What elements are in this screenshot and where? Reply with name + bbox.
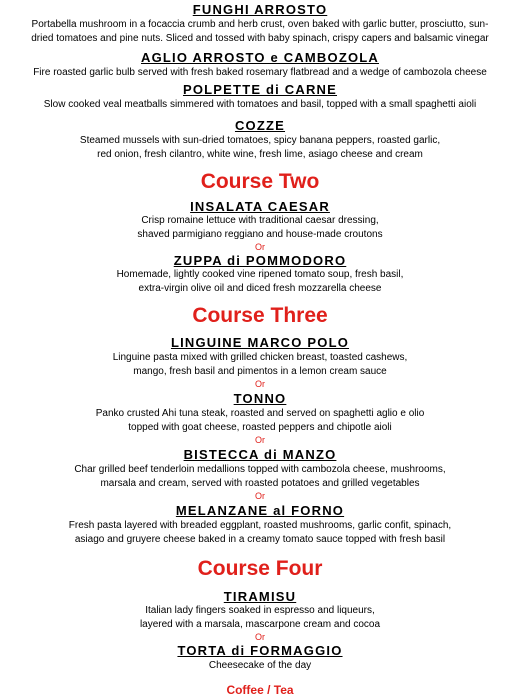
dish-title-zuppa: ZUPPA di POMMODORO	[173, 253, 347, 268]
dish-title-bistecca: BISTECCA di MANZO	[183, 447, 337, 462]
dish-description: Linguine pasta mixed with grilled chicken breast, toasted cashews,	[112, 352, 408, 363]
dish-title-tonno: TONNO	[233, 391, 287, 406]
dish-description: Slow cooked veal meatballs simmered with tomatoes and basil, topped with a small spaghetti aioli	[43, 99, 477, 110]
course-heading-two: Course Two	[200, 170, 320, 193]
dish-title-cozze: COZZE	[234, 118, 286, 133]
dish-title-melanzane: MELANZANE al FORNO	[175, 503, 345, 518]
or-separator: Or	[255, 491, 265, 501]
dish-description: layered with a marsala, mascarpone cream and cocoa	[139, 619, 381, 630]
or-separator: Or	[255, 435, 265, 445]
dish-title-funghi-arrosto: FUNGHI ARROSTO	[192, 2, 328, 17]
or-separator: Or	[255, 379, 265, 389]
dish-title-torta: TORTA di FORMAGGIO	[177, 643, 343, 658]
dish-description: shaved parmigiano reggiano and house-made croutons	[137, 229, 383, 240]
coffee-tea-label: Coffee / Tea	[226, 683, 294, 697]
dish-description: Fresh pasta layered with breaded eggplant, roasted mushrooms, garlic confit, spinach,	[68, 520, 452, 531]
dish-title-tiramisu: TIRAMISU	[223, 589, 297, 604]
dish-description: Panko crusted Ahi tuna steak, roasted and served on spaghetti aglio e olio	[95, 408, 425, 419]
dish-description: dried tomatoes and pine nuts. Sliced and tossed with baby spinach, crispy capers and balsamic vinegar	[31, 33, 489, 44]
dish-description: Steamed mussels with sun-dried tomatoes, spicy banana peppers, roasted garlic,	[79, 135, 441, 146]
dish-description: Crisp romaine lettuce with traditional caesar dressing,	[141, 215, 379, 226]
dish-title-aglio-arrosto: AGLIO ARROSTO e CAMBOZOLA	[141, 50, 379, 65]
dish-description: Italian lady fingers soaked in espresso and liqueurs,	[145, 605, 375, 616]
or-separator: Or	[255, 632, 265, 642]
dish-description: asiago and gruyere cheese baked in a creamy tomato sauce topped with fresh basil	[74, 534, 446, 545]
dish-description: mango, fresh basil and pimentos in a lemon cream sauce	[133, 366, 387, 377]
dish-description: Cheesecake of the day	[208, 660, 312, 671]
dish-description: Fire roasted garlic bulb served with fresh baked rosemary flatbread and a wedge of cambozola cheese	[33, 67, 487, 78]
dish-description: extra-virgin olive oil and diced fresh mozzarella cheese	[138, 283, 382, 294]
course-heading-four: Course Four	[197, 557, 323, 580]
course-heading-three: Course Three	[192, 304, 328, 327]
dish-description: marsala and cream, served with roasted potatoes and grilled vegetables	[100, 478, 420, 489]
dish-title-polpette: POLPETTE di CARNE	[182, 82, 338, 97]
or-separator: Or	[255, 242, 265, 252]
dish-description: Portabella mushroom in a focaccia crumb and herb crust, oven baked with garlic butter, prosciutto, sun-	[31, 19, 489, 30]
dish-title-linguine: LINGUINE MARCO POLO	[170, 335, 350, 350]
dish-description: Homemade, lightly cooked vine ripened tomato soup, fresh basil,	[116, 269, 404, 280]
dish-description: Char grilled beef tenderloin medallions topped with cambozola cheese, mushrooms,	[74, 464, 446, 475]
dish-title-insalata-caesar: INSALATA CAESAR	[190, 199, 330, 214]
dish-description: topped with goat cheese, roasted peppers and chipotle aioli	[128, 422, 392, 433]
dish-description: red onion, fresh cilantro, white wine, fresh lime, asiago cheese and cream	[97, 149, 423, 160]
